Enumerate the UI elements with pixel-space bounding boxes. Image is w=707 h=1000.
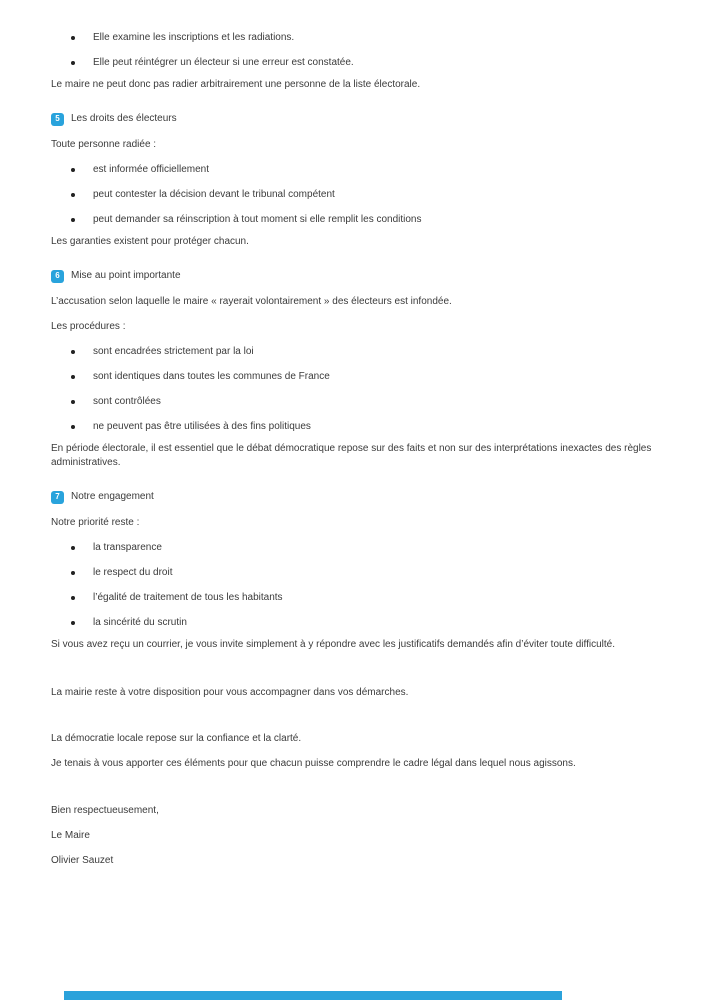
section-heading-5 [51, 112, 661, 126]
closing-paragraph: La mairie reste à votre disposition pour vous accompagner dans vos démarches. [51, 687, 409, 698]
list-item: l’égalité de traitement de tous les habitants [51, 591, 661, 605]
section-heading-7 [51, 490, 661, 504]
intro-bullet-list [51, 31, 661, 70]
list-item: peut demander sa réinscription à tout moment si elle remplit les conditions [51, 213, 661, 227]
list-item: ne peuvent pas être utilisées à des fins politiques [51, 420, 661, 434]
section-title: Mise au point importante [71, 270, 181, 281]
signoff: Bien respectueusement, [51, 805, 159, 816]
section-6-bullet-list [51, 345, 661, 434]
section-title: Notre engagement [71, 491, 154, 502]
section-lead: Toute personne radiée : [51, 139, 157, 150]
signature-name: Olivier Sauzet [51, 855, 114, 866]
section-conclusion: En période électorale, il est essentiel que le débat démocratique repose sur des faits et non sur des interprétations inexactes des règles administratives. [51, 443, 652, 468]
list-item: sont contrôlées [51, 395, 661, 409]
signature-title: Le Maire [51, 830, 90, 841]
list-item: la sincérité du scrutin [51, 616, 661, 630]
closing-paragraph: La démocratie locale repose sur la confiance et la clarté. [51, 733, 302, 744]
section-conclusion: Si vous avez reçu un courrier, je vous invite simplement à y répondre avec les justificatifs demandés afin d’éviter toute difficulté. [51, 639, 615, 650]
next-page-banner-edge [64, 991, 562, 1000]
list-item: sont encadrées strictement par la loi [51, 345, 661, 359]
list-item: la transparence [51, 541, 661, 555]
list-item: Elle peut réintégrer un électeur si une erreur est constatée. [51, 56, 661, 70]
list-item: Elle examine les inscriptions et les radiations. [51, 31, 661, 45]
section-lead: L’accusation selon laquelle le maire « rayerait volontairement » des électeurs est infondée. [51, 296, 452, 307]
section-number-badge: 7 [51, 491, 64, 504]
closing-paragraph: Je tenais à vous apporter ces éléments pour que chacun puisse comprendre le cadre légal dans lequel nous agissons. [51, 758, 576, 769]
list-item: sont identiques dans toutes les communes de France [51, 370, 661, 384]
section-conclusion: Les garanties existent pour protéger chacun. [51, 236, 249, 247]
list-item: peut contester la décision devant le tribunal compétent [51, 188, 661, 202]
list-item: est informée officiellement [51, 163, 661, 177]
section-number-badge: 6 [51, 270, 64, 283]
section-5-bullet-list [51, 163, 661, 227]
section-lead: Notre priorité reste : [51, 517, 140, 528]
list-item: le respect du droit [51, 566, 661, 580]
intro-conclusion: Le maire ne peut donc pas radier arbitrairement une personne de la liste électorale. [51, 79, 421, 90]
section-lead-secondary: Les procédures : [51, 321, 126, 332]
section-title: Les droits des électeurs [71, 113, 177, 124]
section-number-badge: 5 [51, 113, 64, 126]
section-heading-6 [51, 269, 661, 283]
section-7-bullet-list [51, 541, 661, 630]
